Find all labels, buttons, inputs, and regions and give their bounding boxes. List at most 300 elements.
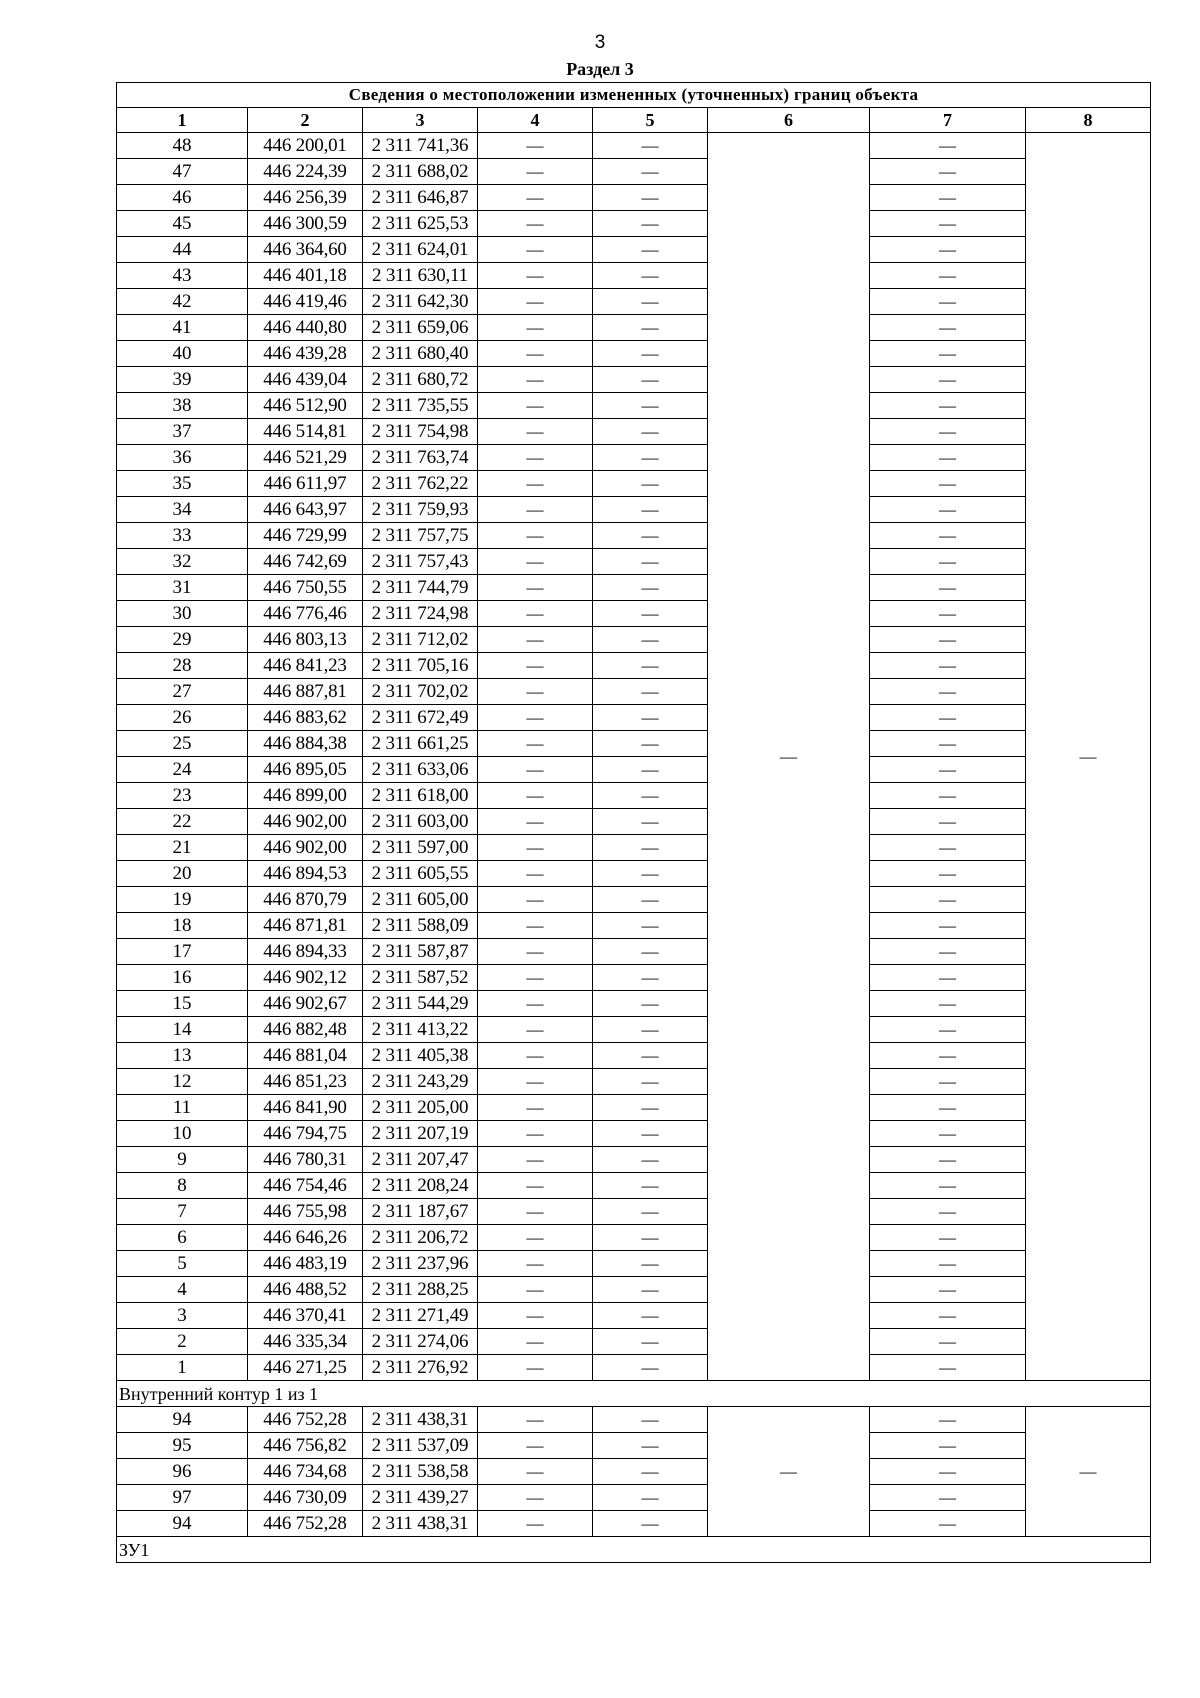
col4-dash: — — [478, 341, 593, 367]
point-number: 19 — [117, 887, 248, 913]
col5-dash: — — [593, 679, 708, 705]
point-number: 13 — [117, 1043, 248, 1069]
coordinate-x: 446 902,00 — [248, 835, 363, 861]
table-caption-row — [117, 83, 1151, 108]
col4-dash: — — [478, 757, 593, 783]
col5-dash: — — [593, 731, 708, 757]
coordinate-x: 446 440,80 — [248, 315, 363, 341]
point-number: 31 — [117, 575, 248, 601]
col5-dash: — — [593, 289, 708, 315]
col7-dash: — — [870, 497, 1026, 523]
coordinate-y: 2 311 724,98 — [363, 601, 478, 627]
col7-dash: — — [870, 1225, 1026, 1251]
coordinate-x: 446 887,81 — [248, 679, 363, 705]
inner-contour-row — [117, 1407, 1151, 1433]
outer-contour-row — [117, 887, 1151, 913]
point-number: 23 — [117, 783, 248, 809]
col5-dash: — — [593, 211, 708, 237]
point-number: 22 — [117, 809, 248, 835]
inner-contour-row — [117, 1485, 1151, 1511]
col7-dash: — — [870, 471, 1026, 497]
outer-contour-row — [117, 757, 1151, 783]
col4-dash: — — [478, 185, 593, 211]
coordinate-y: 2 311 588,09 — [363, 913, 478, 939]
col4-dash: — — [478, 887, 593, 913]
col4-dash: — — [478, 1511, 593, 1537]
col5-dash: — — [593, 523, 708, 549]
col7-dash: — — [870, 367, 1026, 393]
point-number: 4 — [117, 1277, 248, 1303]
col5-dash: — — [593, 341, 708, 367]
coordinate-x: 446 611,97 — [248, 471, 363, 497]
col7-dash: — — [870, 575, 1026, 601]
outer-contour-row — [117, 393, 1151, 419]
coordinate-x: 446 803,13 — [248, 627, 363, 653]
coordinate-y: 2 311 757,75 — [363, 523, 478, 549]
col4-dash: — — [478, 1017, 593, 1043]
col7-dash: — — [870, 1355, 1026, 1381]
col7-dash: — — [870, 705, 1026, 731]
col4-dash: — — [478, 679, 593, 705]
outer-contour-row — [117, 679, 1151, 705]
point-number: 29 — [117, 627, 248, 653]
col7-dash: — — [870, 341, 1026, 367]
col7-dash: — — [870, 861, 1026, 887]
col7-dash: — — [870, 185, 1026, 211]
outer-contour-row — [117, 731, 1151, 757]
coordinate-y: 2 311 661,25 — [363, 731, 478, 757]
outer-contour-row — [117, 1069, 1151, 1095]
col6-merged-dash: — — [708, 1407, 870, 1537]
coordinate-y: 2 311 243,29 — [363, 1069, 478, 1095]
coordinate-y: 2 311 625,53 — [363, 211, 478, 237]
coordinate-x: 446 335,34 — [248, 1329, 363, 1355]
col5-dash: — — [593, 367, 708, 393]
col5-dash: — — [593, 1329, 708, 1355]
col4-dash: — — [478, 237, 593, 263]
col7-dash: — — [870, 1407, 1026, 1433]
coordinate-x: 446 401,18 — [248, 263, 363, 289]
col7-dash: — — [870, 419, 1026, 445]
col7-dash: — — [870, 289, 1026, 315]
col4-dash: — — [478, 1433, 593, 1459]
coordinate-x: 446 780,31 — [248, 1147, 363, 1173]
table-caption: Сведения о местоположении измененных (уточненных) границ объекта — [117, 83, 1151, 108]
col7-dash: — — [870, 601, 1026, 627]
col5-dash: — — [593, 1407, 708, 1433]
col7-dash: — — [870, 1095, 1026, 1121]
col7-dash: — — [870, 887, 1026, 913]
col4-dash: — — [478, 523, 593, 549]
point-number: 30 — [117, 601, 248, 627]
point-number: 15 — [117, 991, 248, 1017]
coordinate-x: 446 883,62 — [248, 705, 363, 731]
col7-dash: — — [870, 211, 1026, 237]
col5-dash: — — [593, 887, 708, 913]
col7-dash: — — [870, 757, 1026, 783]
col4-dash: — — [478, 367, 593, 393]
col4-dash: — — [478, 1069, 593, 1095]
col7-dash: — — [870, 783, 1026, 809]
col6-merged-dash: — — [708, 133, 870, 1381]
coordinate-y: 2 311 680,40 — [363, 341, 478, 367]
coordinate-x: 446 224,39 — [248, 159, 363, 185]
outer-contour-row — [117, 523, 1151, 549]
coordinate-x: 446 755,98 — [248, 1199, 363, 1225]
coordinate-y: 2 311 741,36 — [363, 133, 478, 159]
coordinate-y: 2 311 605,00 — [363, 887, 478, 913]
col5-dash: — — [593, 393, 708, 419]
inner-contour-row — [117, 1511, 1151, 1537]
col5-dash: — — [593, 263, 708, 289]
col5-dash: — — [593, 783, 708, 809]
point-number: 2 — [117, 1329, 248, 1355]
outer-contour-row — [117, 497, 1151, 523]
col4-dash: — — [478, 1043, 593, 1069]
point-number: 36 — [117, 445, 248, 471]
coordinate-x: 446 902,00 — [248, 809, 363, 835]
point-number: 20 — [117, 861, 248, 887]
coordinate-y: 2 311 759,93 — [363, 497, 478, 523]
column-number: 3 — [363, 108, 478, 133]
col7-dash: — — [870, 653, 1026, 679]
coordinate-y: 2 311 744,79 — [363, 575, 478, 601]
col5-dash: — — [593, 809, 708, 835]
outer-contour-row — [117, 1095, 1151, 1121]
coordinate-x: 446 882,48 — [248, 1017, 363, 1043]
col4-dash: — — [478, 575, 593, 601]
coordinate-x: 446 734,68 — [248, 1459, 363, 1485]
coordinate-y: 2 311 587,87 — [363, 939, 478, 965]
point-number: 45 — [117, 211, 248, 237]
col5-dash: — — [593, 471, 708, 497]
point-number: 95 — [117, 1433, 248, 1459]
col7-dash: — — [870, 679, 1026, 705]
point-number: 3 — [117, 1303, 248, 1329]
coordinate-x: 446 439,04 — [248, 367, 363, 393]
col4-dash: — — [478, 549, 593, 575]
col4-dash: — — [478, 1407, 593, 1433]
boundary-coordinates-table — [116, 82, 1151, 1563]
outer-contour-row — [117, 1147, 1151, 1173]
col5-dash: — — [593, 705, 708, 731]
coordinate-y: 2 311 757,43 — [363, 549, 478, 575]
col7-dash: — — [870, 445, 1026, 471]
outer-contour-row — [117, 1173, 1151, 1199]
column-number: 5 — [593, 108, 708, 133]
coordinate-x: 446 370,41 — [248, 1303, 363, 1329]
col5-dash: — — [593, 1147, 708, 1173]
coordinate-y: 2 311 605,55 — [363, 861, 478, 887]
inner-contour-row — [117, 1459, 1151, 1485]
outer-contour-row — [117, 1043, 1151, 1069]
outer-contour-row — [117, 705, 1151, 731]
col5-dash: — — [593, 1511, 708, 1537]
outer-contour-row — [117, 861, 1151, 887]
coordinate-y: 2 311 187,67 — [363, 1199, 478, 1225]
outer-contour-row — [117, 783, 1151, 809]
coordinate-x: 446 729,99 — [248, 523, 363, 549]
coordinate-y: 2 311 271,49 — [363, 1303, 478, 1329]
outer-contour-row — [117, 159, 1151, 185]
coordinate-y: 2 311 405,38 — [363, 1043, 478, 1069]
coordinate-y: 2 311 438,31 — [363, 1511, 478, 1537]
col4-dash: — — [478, 1355, 593, 1381]
col5-dash: — — [593, 497, 708, 523]
point-number: 11 — [117, 1095, 248, 1121]
point-number: 14 — [117, 1017, 248, 1043]
column-number-row — [117, 108, 1151, 133]
point-number: 35 — [117, 471, 248, 497]
col7-dash: — — [870, 263, 1026, 289]
col4-dash: — — [478, 133, 593, 159]
col7-dash: — — [870, 1251, 1026, 1277]
outer-contour-row — [117, 185, 1151, 211]
outer-contour-row — [117, 315, 1151, 341]
coordinate-x: 446 881,04 — [248, 1043, 363, 1069]
outer-contour-row — [117, 1303, 1151, 1329]
inner-contour-label: Внутренний контур 1 из 1 — [117, 1381, 1151, 1407]
coordinate-y: 2 311 618,00 — [363, 783, 478, 809]
col5-dash: — — [593, 575, 708, 601]
col5-dash: — — [593, 549, 708, 575]
col7-dash: — — [870, 991, 1026, 1017]
col5-dash: — — [593, 1251, 708, 1277]
col7-dash: — — [870, 237, 1026, 263]
coordinate-x: 446 256,39 — [248, 185, 363, 211]
coordinate-y: 2 311 587,52 — [363, 965, 478, 991]
point-number: 33 — [117, 523, 248, 549]
col4-dash: — — [478, 783, 593, 809]
point-number: 18 — [117, 913, 248, 939]
col4-dash: — — [478, 627, 593, 653]
col7-dash: — — [870, 1277, 1026, 1303]
point-number: 46 — [117, 185, 248, 211]
coordinate-y: 2 311 438,31 — [363, 1407, 478, 1433]
coordinate-y: 2 311 735,55 — [363, 393, 478, 419]
point-number: 47 — [117, 159, 248, 185]
coordinate-y: 2 311 642,30 — [363, 289, 478, 315]
coordinate-y: 2 311 672,49 — [363, 705, 478, 731]
col5-dash: — — [593, 159, 708, 185]
point-number: 34 — [117, 497, 248, 523]
outer-contour-row — [117, 1017, 1151, 1043]
outer-contour-row — [117, 939, 1151, 965]
col7-dash: — — [870, 393, 1026, 419]
coordinate-y: 2 311 630,11 — [363, 263, 478, 289]
outer-contour-row — [117, 965, 1151, 991]
col4-dash: — — [478, 705, 593, 731]
coordinate-x: 446 841,90 — [248, 1095, 363, 1121]
col5-dash: — — [593, 913, 708, 939]
col7-dash: — — [870, 1485, 1026, 1511]
point-number: 94 — [117, 1511, 248, 1537]
col4-dash: — — [478, 913, 593, 939]
col5-dash: — — [593, 1069, 708, 1095]
col5-dash: — — [593, 1355, 708, 1381]
col5-dash: — — [593, 1277, 708, 1303]
col4-dash: — — [478, 1485, 593, 1511]
col4-dash: — — [478, 315, 593, 341]
coordinate-y: 2 311 274,06 — [363, 1329, 478, 1355]
col4-dash: — — [478, 1459, 593, 1485]
col5-dash: — — [593, 419, 708, 445]
col7-dash: — — [870, 523, 1026, 549]
col5-dash: — — [593, 1225, 708, 1251]
coordinate-y: 2 311 537,09 — [363, 1433, 478, 1459]
col5-dash: — — [593, 1485, 708, 1511]
coordinate-x: 446 752,28 — [248, 1511, 363, 1537]
col4-dash: — — [478, 497, 593, 523]
outer-contour-row — [117, 549, 1151, 575]
col4-dash: — — [478, 1251, 593, 1277]
col4-dash: — — [478, 1173, 593, 1199]
coordinate-x: 446 841,23 — [248, 653, 363, 679]
point-number: 10 — [117, 1121, 248, 1147]
col4-dash: — — [478, 211, 593, 237]
point-number: 28 — [117, 653, 248, 679]
col4-dash: — — [478, 991, 593, 1017]
coordinate-x: 446 300,59 — [248, 211, 363, 237]
col5-dash: — — [593, 1173, 708, 1199]
outer-contour-row — [117, 991, 1151, 1017]
point-number: 38 — [117, 393, 248, 419]
coordinate-y: 2 311 624,01 — [363, 237, 478, 263]
coordinate-x: 446 483,19 — [248, 1251, 363, 1277]
col4-dash: — — [478, 1329, 593, 1355]
coordinate-y: 2 311 763,74 — [363, 445, 478, 471]
coordinate-x: 446 271,25 — [248, 1355, 363, 1381]
col7-dash: — — [870, 939, 1026, 965]
col7-dash: — — [870, 965, 1026, 991]
point-number: 6 — [117, 1225, 248, 1251]
col4-dash: — — [478, 861, 593, 887]
coordinate-y: 2 311 705,16 — [363, 653, 478, 679]
coordinate-x: 446 894,53 — [248, 861, 363, 887]
coordinate-y: 2 311 659,06 — [363, 315, 478, 341]
point-number: 8 — [117, 1173, 248, 1199]
col7-dash: — — [870, 1511, 1026, 1537]
point-number: 43 — [117, 263, 248, 289]
col5-dash: — — [593, 185, 708, 211]
outer-contour-row — [117, 263, 1151, 289]
col4-dash: — — [478, 471, 593, 497]
coordinate-y: 2 311 712,02 — [363, 627, 478, 653]
col5-dash: — — [593, 1017, 708, 1043]
point-number: 1 — [117, 1355, 248, 1381]
col5-dash: — — [593, 315, 708, 341]
coordinate-x: 446 514,81 — [248, 419, 363, 445]
coordinate-x: 446 899,00 — [248, 783, 363, 809]
col4-dash: — — [478, 809, 593, 835]
col7-dash: — — [870, 1069, 1026, 1095]
col7-dash: — — [870, 159, 1026, 185]
outer-contour-row — [117, 289, 1151, 315]
col5-dash: — — [593, 757, 708, 783]
point-number: 96 — [117, 1459, 248, 1485]
point-number: 25 — [117, 731, 248, 757]
point-number: 16 — [117, 965, 248, 991]
column-number: 1 — [117, 108, 248, 133]
point-number: 40 — [117, 341, 248, 367]
col4-dash: — — [478, 1095, 593, 1121]
point-number: 97 — [117, 1485, 248, 1511]
col5-dash: — — [593, 965, 708, 991]
outer-contour-row — [117, 445, 1151, 471]
col5-dash: — — [593, 445, 708, 471]
col7-dash: — — [870, 835, 1026, 861]
col7-dash: — — [870, 315, 1026, 341]
col8-merged-dash: — — [1026, 133, 1151, 1381]
col7-dash: — — [870, 1043, 1026, 1069]
inner-contour-row — [117, 1433, 1151, 1459]
coordinate-x: 446 750,55 — [248, 575, 363, 601]
outer-contour-row — [117, 237, 1151, 263]
point-number: 37 — [117, 419, 248, 445]
outer-contour-row — [117, 1225, 1151, 1251]
coordinate-y: 2 311 237,96 — [363, 1251, 478, 1277]
outer-contour-row — [117, 575, 1151, 601]
coordinate-x: 446 871,81 — [248, 913, 363, 939]
outer-contour-row — [117, 1121, 1151, 1147]
col7-dash: — — [870, 1121, 1026, 1147]
section-title: Раздел 3 — [566, 59, 634, 79]
coordinate-x: 446 851,23 — [248, 1069, 363, 1095]
col7-dash: — — [870, 1433, 1026, 1459]
col4-dash: — — [478, 1121, 593, 1147]
outer-contour-row — [117, 1277, 1151, 1303]
outer-contour-row — [117, 653, 1151, 679]
col5-dash: — — [593, 1043, 708, 1069]
coordinate-x: 446 754,46 — [248, 1173, 363, 1199]
coordinate-y: 2 311 544,29 — [363, 991, 478, 1017]
outer-contour-row — [117, 601, 1151, 627]
col5-dash: — — [593, 627, 708, 653]
col7-dash: — — [870, 1459, 1026, 1485]
coordinate-x: 446 200,01 — [248, 133, 363, 159]
outer-contour-row — [117, 419, 1151, 445]
col7-dash: — — [870, 1147, 1026, 1173]
inner-contour-label-row — [117, 1381, 1151, 1407]
col5-dash: — — [593, 1199, 708, 1225]
coordinate-x: 446 794,75 — [248, 1121, 363, 1147]
col5-dash: — — [593, 601, 708, 627]
col7-dash: — — [870, 913, 1026, 939]
column-number: 8 — [1026, 108, 1151, 133]
outer-contour-row — [117, 367, 1151, 393]
coordinate-x: 446 488,52 — [248, 1277, 363, 1303]
col5-dash: — — [593, 861, 708, 887]
col4-dash: — — [478, 289, 593, 315]
outer-contour-row — [117, 471, 1151, 497]
coordinate-y: 2 311 633,06 — [363, 757, 478, 783]
outer-contour-row — [117, 1251, 1151, 1277]
col5-dash: — — [593, 237, 708, 263]
coordinate-x: 446 894,33 — [248, 939, 363, 965]
coordinate-y: 2 311 646,87 — [363, 185, 478, 211]
col4-dash: — — [478, 393, 593, 419]
coordinate-x: 446 730,09 — [248, 1485, 363, 1511]
point-number: 5 — [117, 1251, 248, 1277]
point-number: 12 — [117, 1069, 248, 1095]
coordinate-y: 2 311 439,27 — [363, 1485, 478, 1511]
col5-dash: — — [593, 1303, 708, 1329]
col4-dash: — — [478, 731, 593, 757]
coordinate-y: 2 311 680,72 — [363, 367, 478, 393]
coordinate-x: 446 756,82 — [248, 1433, 363, 1459]
col4-dash: — — [478, 939, 593, 965]
outer-contour-row — [117, 835, 1151, 861]
